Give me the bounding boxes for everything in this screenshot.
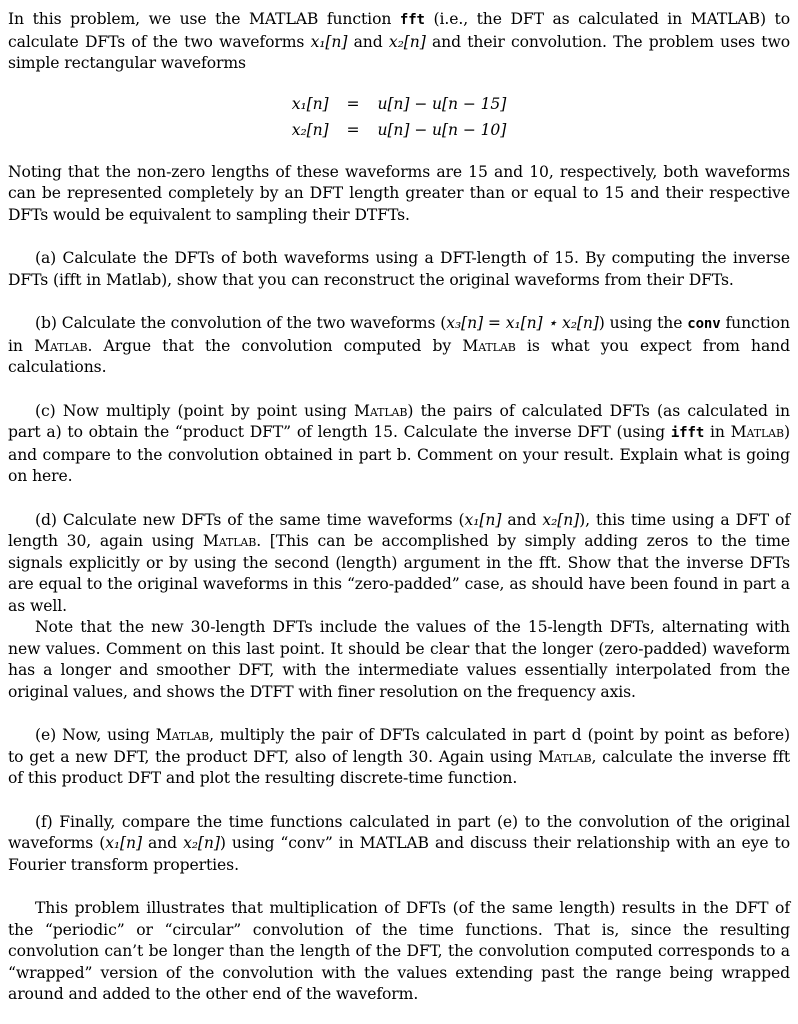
intro-text: and their convolution. The problem uses two simple rectangular waveforms: [8, 32, 790, 72]
part-d-text: . [This can be accomplished by simply adding zeros to the time signals explicitly or by using the second (length) argument in the fft. Show that the inverse DFTs are equal to the original waveforms in this “zero-padded” case, as should have been found in part a as well.: [8, 532, 791, 615]
matlab-term: Matlab: [462, 336, 516, 355]
matlab-term: MATLAB: [690, 10, 760, 28]
equation-equals: =: [346, 120, 360, 139]
part-c-text: ) the pairs of calculated DFTs (as calculated in part a) to obtain the “product DFT” of length 15. Calculate the inverse DFT (using: [8, 401, 790, 441]
equation-lhs: x₁[n]: [291, 94, 329, 113]
matlab-term: Matlab: [353, 401, 408, 420]
x1-symbol: x₁[n]: [310, 32, 348, 51]
part-f-text: and discuss their relationship with an eye to Fourier transform properties.: [8, 834, 790, 874]
part-b-text: ) using the: [598, 314, 688, 332]
part-e-paragraph: [8, 725, 790, 790]
part-b-paragraph: [8, 313, 790, 379]
matlab-term: MATLAB: [248, 10, 319, 28]
equation-row: [292, 118, 506, 144]
part-f-text: (f) Finally, compare the time functions calculated in part (e) to the convolution of the original waveforms (: [8, 812, 790, 852]
part-c-text: (c) Now multiply (point by point using: [35, 401, 354, 420]
part-d-text: (d) Calculate new DFTs of the same time waveforms (: [35, 510, 465, 529]
part-b-text: is what you expect from hand calculations.: [8, 336, 791, 376]
matlab-term: Matlab: [155, 726, 210, 744]
part-d-paragraph: [8, 510, 790, 618]
equation-rhs: u[n] − u[n − 15]: [377, 94, 507, 113]
part-c-paragraph: [8, 401, 790, 488]
closing-paragraph: This problem illustrates that multiplication of DFTs (of the same length) results in the DFT of the “periodic” or “circular” convolution of the time functions. That is, since the resulting convolution can’t be longer than the length of the DFT, the convolution computed corresponds to a “wrapped” version of the convolution with the values extending past the range being wrapped around and added to the other end of the waveform.: [8, 899, 790, 1003]
x2-symbol: x₂[n]: [542, 510, 580, 529]
x2-symbol: x₂[n]: [388, 32, 426, 51]
part-f-text: and: [141, 834, 184, 852]
ifft-code: ifft: [670, 425, 705, 441]
part-d-text: and: [501, 510, 543, 529]
part-d-note-paragraph: Note that the new 30-length DFTs include the values of the 15-length DFTs, alternating with new values. Comment on this last point. It should be clear that the longer (zero-padded) waveform has a longer and smoother DFT, with the intermediate values essentially interpolated from the original values, and shows the DTFT with finer resolution on the frequency axis.: [8, 618, 790, 701]
equation-table: [292, 92, 506, 144]
fft-code: fft: [399, 12, 425, 28]
equation-equals: =: [346, 94, 360, 113]
part-d-text: ), this time using a DFT of length 30, again using: [8, 510, 790, 550]
intro-text: (i.e., the DFT as calculated in: [424, 10, 691, 28]
part-e-text: , calculate the inverse fft of this product DFT and plot the resulting discrete-time function.: [8, 747, 790, 787]
equation-block: [8, 92, 790, 144]
matlab-term: Matlab: [538, 747, 592, 766]
equation-lhs: x₂[n]: [291, 120, 329, 139]
part-f-text: ) using “conv” in: [219, 834, 360, 852]
intro-text: In this problem, we use the: [8, 10, 249, 28]
part-a-paragraph: (a) Calculate the DFTs of both waveforms using a DFT-length of 15. By computing the inverse DFTs (ifft in Matlab), show that you can reconstruct the original waveforms from their DFTs.: [8, 249, 790, 289]
matlab-term: Matlab: [202, 532, 257, 550]
x1-symbol: x₁[n]: [105, 834, 142, 852]
part-f-paragraph: [8, 812, 790, 877]
intro-text: function: [318, 10, 400, 28]
equation-row: [292, 92, 506, 118]
part-c-text: ) and compare to the convolution obtained in part b. Comment on your result. Explain what is going on here.: [8, 423, 790, 485]
intro-paragraph: [8, 9, 790, 75]
intro-text: ) to calculate DFTs of the two waveforms: [8, 10, 790, 51]
part-b-text: function in: [8, 314, 790, 355]
x1-symbol: x₁[n]: [464, 510, 502, 529]
part-e-text: (e) Now, using: [35, 726, 156, 744]
x2-symbol: x₂[n]: [183, 834, 220, 852]
convolution-equation: x₃[n] = x₁[n] ⋆ x₂[n]: [446, 314, 599, 332]
part-b-text: (b) Calculate the convolution of the two waveforms (: [35, 314, 447, 332]
equation-rhs: u[n] − u[n − 10]: [377, 120, 507, 139]
conv-code: conv: [687, 316, 721, 332]
part-e-text: , multiply the pair of DFTs calculated in part d (point by point as before) to get a new DFT, the product DFT, also of length 30. Again using: [8, 726, 790, 766]
matlab-term: MATLAB: [359, 834, 429, 852]
part-c-text: in: [704, 423, 731, 441]
part-b-text: . Argue that the convolution computed by: [87, 336, 463, 355]
matlab-term: Matlab: [34, 336, 88, 355]
matlab-term: Matlab: [730, 423, 785, 441]
noting-paragraph: Noting that the non-zero lengths of these waveforms are 15 and 10, respectively, both waveforms can be represented completely by an DFT length greater than or equal to 15 and their respective DFTs would be equivalent to sampling their DTFTs.: [8, 162, 790, 224]
intro-text: and: [347, 32, 389, 51]
